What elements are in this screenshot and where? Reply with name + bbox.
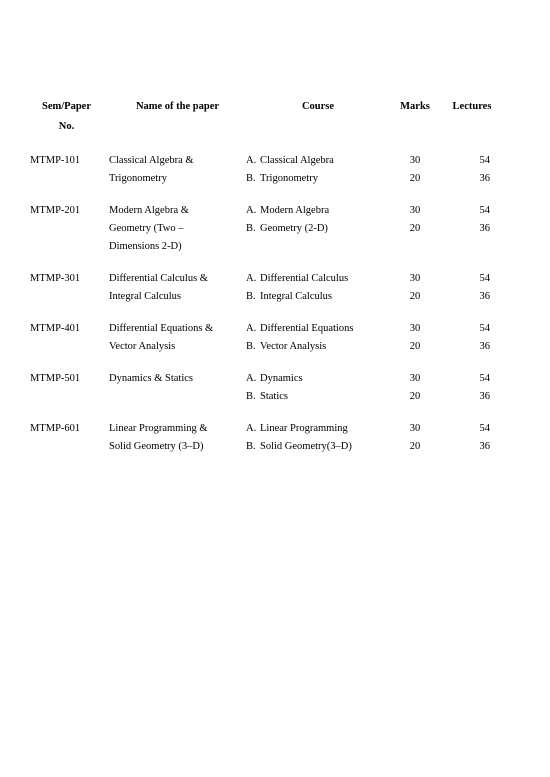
course-cell bbox=[246, 339, 390, 357]
sem-cell bbox=[24, 439, 109, 457]
course-letter: A. bbox=[246, 373, 257, 384]
course-cell bbox=[246, 189, 390, 221]
sem-cell: MTMP-301 bbox=[30, 273, 81, 284]
sem-cell bbox=[24, 221, 109, 239]
header-sem-paper bbox=[24, 97, 109, 145]
course-cell bbox=[246, 357, 390, 389]
course-cell bbox=[246, 307, 390, 339]
table-row bbox=[24, 307, 504, 339]
course-name: Dynamics bbox=[260, 373, 303, 384]
marks-cell: 20 bbox=[409, 441, 421, 452]
sem-cell bbox=[24, 389, 109, 407]
lectures-cell: 36 bbox=[479, 341, 490, 352]
course-name: Classical Algebra bbox=[260, 155, 334, 166]
course-letter: B. bbox=[246, 441, 256, 452]
lectures-cell: 54 bbox=[479, 423, 490, 434]
course-cell bbox=[246, 389, 390, 407]
marks-cell: 20 bbox=[409, 391, 421, 402]
lectures-cell: 54 bbox=[479, 273, 490, 284]
course-name: Integral Calculus bbox=[260, 291, 333, 302]
syllabus-table bbox=[24, 97, 504, 457]
marks-cell bbox=[390, 239, 440, 257]
sem-cell bbox=[24, 289, 109, 307]
course-cell bbox=[246, 289, 390, 307]
marks-cell: 30 bbox=[409, 423, 421, 434]
table-row bbox=[24, 257, 504, 289]
marks-cell: 20 bbox=[409, 291, 421, 302]
sem-cell: MTMP-501 bbox=[30, 373, 81, 384]
sem-cell bbox=[24, 339, 109, 357]
course-letter: B. bbox=[246, 391, 256, 402]
course-letter: A. bbox=[246, 155, 257, 166]
course-cell bbox=[246, 257, 390, 289]
table-row bbox=[24, 189, 504, 221]
course-cell bbox=[246, 239, 390, 257]
lectures-cell: 54 bbox=[479, 323, 490, 334]
paper-name-cell: Geometry (Two – bbox=[109, 223, 184, 234]
paper-name-cell: Linear Programming & bbox=[109, 423, 208, 434]
marks-cell: 30 bbox=[409, 373, 421, 384]
header-lectures: Lectures bbox=[452, 101, 492, 112]
course-letter: A. bbox=[246, 205, 257, 216]
paper-name-cell: Trigonometry bbox=[109, 173, 167, 184]
course-name: Geometry (2-D) bbox=[260, 223, 328, 234]
sem-cell: MTMP-101 bbox=[30, 155, 81, 166]
header-sem-paper-label: Sem/Paper bbox=[42, 101, 91, 112]
course-cell bbox=[246, 407, 390, 439]
course-letter: B. bbox=[246, 341, 256, 352]
paper-name-cell: Vector Analysis bbox=[109, 341, 176, 352]
course-name: Statics bbox=[260, 391, 288, 402]
course-letter: A. bbox=[246, 273, 257, 284]
sem-cell bbox=[24, 239, 109, 257]
paper-name-cell: Modern Algebra & bbox=[109, 205, 189, 216]
paper-name-cell: Differential Equations & bbox=[109, 323, 214, 334]
sem-cell: MTMP-201 bbox=[30, 205, 81, 216]
course-name: Modern Algebra bbox=[260, 205, 330, 216]
lectures-cell: 54 bbox=[479, 155, 490, 166]
course-cell bbox=[246, 145, 390, 171]
table-row bbox=[24, 239, 504, 257]
table-row bbox=[24, 407, 504, 439]
course-cell bbox=[246, 221, 390, 239]
course-name: Differential Calculus bbox=[260, 273, 349, 284]
course-letter: B. bbox=[246, 291, 256, 302]
table-row bbox=[24, 145, 504, 171]
header-marks: Marks bbox=[400, 101, 430, 112]
lectures-cell: 54 bbox=[479, 205, 490, 216]
course-letter: B. bbox=[246, 223, 256, 234]
course-cell bbox=[246, 439, 390, 457]
marks-cell: 30 bbox=[409, 323, 421, 334]
paper-name-cell: Classical Algebra & bbox=[109, 155, 194, 166]
course-name: Trigonometry bbox=[260, 173, 318, 184]
course-letter: A. bbox=[246, 423, 257, 434]
paper-name-cell: Dynamics & Statics bbox=[109, 373, 193, 384]
marks-cell: 20 bbox=[409, 173, 421, 184]
lectures-cell: 54 bbox=[479, 373, 490, 384]
marks-cell: 20 bbox=[409, 341, 421, 352]
course-letter: A. bbox=[246, 323, 257, 334]
lectures-cell: 36 bbox=[479, 391, 490, 402]
table-row bbox=[24, 357, 504, 389]
paper-name-cell: Differential Calculus & bbox=[109, 273, 208, 284]
course-cell bbox=[246, 171, 390, 189]
table-row bbox=[24, 221, 504, 239]
course-name: Solid Geometry(3–D) bbox=[260, 441, 352, 452]
marks-cell: 30 bbox=[409, 273, 421, 284]
header-course: Course bbox=[301, 101, 335, 112]
paper-name-cell bbox=[109, 389, 246, 407]
sem-cell: MTMP-601 bbox=[30, 423, 81, 434]
lectures-cell: 36 bbox=[479, 173, 490, 184]
course-letter: B. bbox=[246, 173, 256, 184]
course-name: Linear Programming bbox=[260, 423, 348, 434]
paper-name-cell: Integral Calculus bbox=[109, 291, 182, 302]
table-header-row bbox=[24, 97, 504, 145]
header-sem-paper-no: No. bbox=[58, 121, 75, 132]
course-name: Vector Analysis bbox=[260, 341, 327, 352]
sem-cell bbox=[24, 171, 109, 189]
sem-cell: MTMP-401 bbox=[30, 323, 81, 334]
lectures-cell: 36 bbox=[479, 441, 490, 452]
marks-cell: 30 bbox=[409, 205, 421, 216]
lectures-cell: 36 bbox=[479, 223, 490, 234]
course-name: Differential Equations bbox=[260, 323, 354, 334]
header-name: Name of the paper bbox=[135, 101, 220, 112]
table-row bbox=[24, 339, 504, 357]
table-row bbox=[24, 171, 504, 189]
paper-name-cell: Solid Geometry (3–D) bbox=[109, 441, 204, 452]
lectures-cell bbox=[440, 239, 504, 257]
table-row bbox=[24, 289, 504, 307]
table-row bbox=[24, 389, 504, 407]
marks-cell: 30 bbox=[409, 155, 421, 166]
paper-name-cell: Dimensions 2-D) bbox=[109, 241, 182, 252]
marks-cell: 20 bbox=[409, 223, 421, 234]
lectures-cell: 36 bbox=[479, 291, 490, 302]
table-row bbox=[24, 439, 504, 457]
